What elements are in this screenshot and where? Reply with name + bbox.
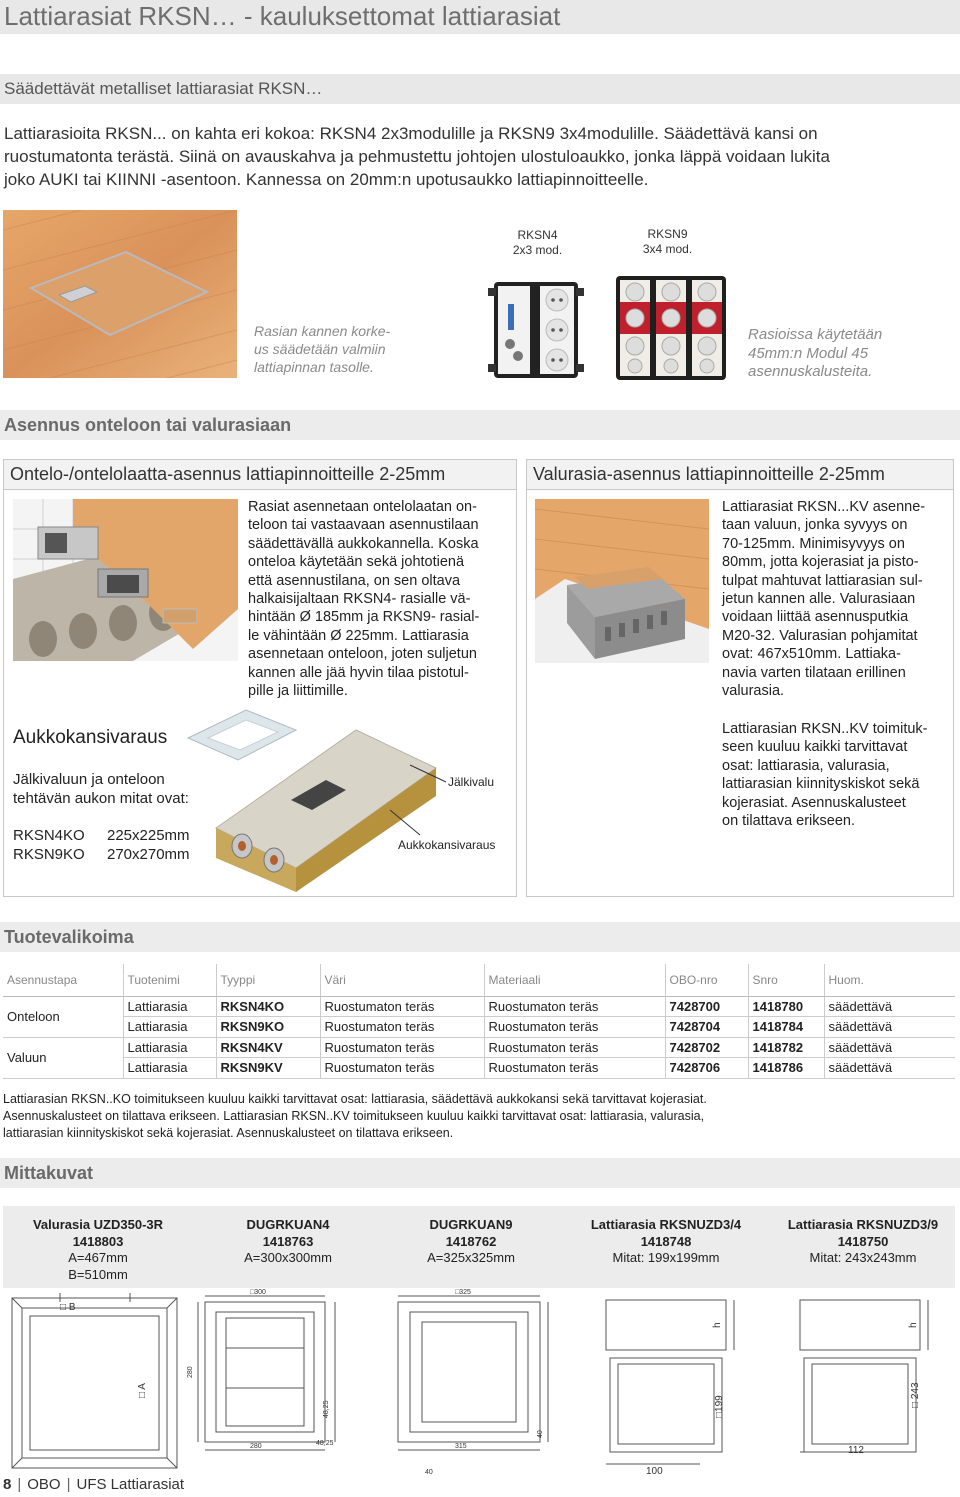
d2-bottom-label: 280 [250,1443,262,1450]
panel-valurasia-text2 [722,720,950,830]
panel-ontelo-text [248,498,510,700]
d3-inner [410,1312,528,1432]
col-header: Materiaali [484,964,665,996]
subtitle: Säädettävät metalliset lattiarasiat RKSN… [4,79,323,98]
d4-h-label: h [712,1322,723,1328]
text-line: säädettävällä aukkokannella. Koska [248,535,479,552]
d4-100-label: 100 [646,1466,663,1477]
cell: Ruostumaton teräs [484,1037,665,1058]
dims-heading-bar [0,1158,960,1188]
col-header: Tyyppi [216,964,320,996]
cell: Ruostumaton teräs [484,1017,665,1038]
cell: 1418782 [748,1037,824,1058]
caption-line: us säädetään valmiin [254,341,386,357]
text-line: pille ja liittimille. [248,683,348,700]
dim-name: DUGRKUAN4 [246,1217,330,1232]
d2-r2-label: 48,25 [316,1440,334,1447]
cell: Ruostumaton teräs [320,1037,484,1058]
page-title-bar [0,0,960,34]
d2-top-label: □300 [250,1289,266,1296]
panel-ontelo-title: Ontelo-/ontelolaatta-asennus lattiapinnoitteille 2-25mm [10,464,446,484]
table-row [3,1058,955,1079]
subtitle-bar [0,74,960,104]
text-line: Lattiarasian RKSN..KV toimituk- [722,721,928,737]
text-line: 70-125mm. Minimisyvyys on [722,535,905,552]
dim-code: 1418803 [72,1233,124,1249]
dim-item [3,1217,193,1283]
text-line: voidaan liittää asennusputkia [722,609,909,626]
leader-lines [380,760,460,840]
aukko-code: RKSN9KO [13,846,85,863]
d3-r-label: 40 [537,1430,544,1438]
dim-line: A=300x300mm [244,1250,332,1265]
text-line: lattiarasian kiinnityskiskot sekä [722,776,920,793]
caption-line: asennuskalusteita. [748,363,873,380]
rksn9-box-image [612,272,730,384]
d2-side-label: 280 [187,1366,194,1378]
col-header: OBO-nro [665,964,748,996]
note-line: Asennuskalusteet on tilattava erikseen. Lattiarasian RKSN..KV toimitukseen kuuluu kaikki tarvittavat osat: lattiarasia, valurasia, [3,1109,705,1123]
aukko-title: Aukkokansivaraus [13,727,168,748]
dimension-drawings [0,1288,960,1478]
cell: 7428700 [665,996,748,1017]
d3-outer [398,1302,540,1442]
valurasia-image [535,499,709,663]
rksn4-box-image [488,276,584,384]
text-line: Rasiat asennetaan ontelolaatan on- [248,499,477,515]
modul-caption [748,326,948,382]
delivery-notes [3,1091,953,1142]
intro-line: ruostumatonta terästä. Siinä on avauskahva ja pehmustettu johtojen ulostuloaukko, jonka läppä voidaan lukita [4,147,830,166]
d1-outer [12,1298,177,1468]
text-line: Lattiarasiat RKSN...KV asenne- [722,499,926,515]
cell: RKSN9KV [216,1058,320,1079]
table-header-row [3,964,955,996]
dim-line: Mitat: 199x199mm [612,1250,720,1265]
d2-inner [216,1312,314,1432]
dim-line: B=510mm [68,1266,128,1282]
text-line: Jälkivaluun ja onteloon [13,771,165,788]
text-line: tulpat mahtuvat lattiarasian sul- [722,572,923,589]
col-header: Tuotenimi [123,964,216,996]
d1-inner2 [30,1316,159,1450]
d5-plan [804,1358,916,1452]
cell: Ruostumaton teräs [484,996,665,1017]
text-line: jetun kannen alle. Valurasiaan [722,591,916,608]
cell: RKSN4KO [216,996,320,1017]
text-line: valurasia. [722,683,785,700]
text-line: onteloa käytetään sekä johtotienä [248,554,465,571]
dim-item [376,1217,566,1267]
text-line: asennetaan onteloon, joten suljetun [248,646,477,663]
d4-plan [610,1358,722,1452]
d4-top [606,1300,726,1350]
install-heading-bar [0,410,960,440]
rksn9-name: RKSN9 [647,227,688,241]
d5-243-label: □ 243 [910,1382,921,1408]
panel-valurasia-title: Valurasia-asennus lattiapinnoitteille 2-25mm [533,464,885,484]
cell: 1418784 [748,1017,824,1038]
dim-name: Lattiarasia RKSNUZD3/4 [590,1217,742,1232]
aukko-row [13,826,190,845]
col-header: Huom. [824,964,955,996]
intro-text [4,122,954,191]
dim-name: Lattiarasia RKSNUZD3/9 [787,1217,939,1232]
d3-top-label: □325 [455,1289,471,1296]
footer-divider: | [66,1476,71,1493]
cell: Lattiarasia [123,1058,216,1079]
table-row [3,1037,955,1058]
cell: Ruostumaton teräs [320,996,484,1017]
aukko-row [13,845,190,864]
page-title: Lattiarasiat RKSN… - kauluksettomat lattiarasiat [4,1,561,31]
aukko-size: 225x225mm [107,827,190,844]
rksn9-label [620,227,715,257]
cell: 1418780 [748,996,824,1017]
col-header: Asennustapa [3,964,123,996]
cell: 1418786 [748,1058,824,1079]
text-line: 80mm, jotta kojerasiat ja pisto- [722,554,919,571]
aukko-size: 270x270mm [107,846,190,863]
dim-line: A=325x325mm [427,1250,515,1265]
text-line: hintään Ø 185mm ja RKSN9- rasial- [248,609,480,626]
panel-valurasia-header [527,460,953,490]
dim-item [566,1217,766,1267]
caption-line: Rasian kannen korke- [254,323,391,339]
panel-ontelo-header [4,460,516,490]
cell: säädettävä [824,1037,955,1058]
text-line: että asennustilana, on sen oltava [248,572,461,589]
dim-code: 1418748 [640,1233,692,1249]
dim-code: 1418750 [837,1233,889,1249]
text-line: halkaisijaltaan RKSN4- rasialle vä- [248,591,471,608]
table-row [3,996,955,1017]
text-line: osat: lattiarasia, valurasia, [722,757,890,774]
text-line: on tilattava erikseen. [722,813,855,830]
dim-code: 1418762 [445,1233,497,1249]
dim-item [193,1217,383,1267]
label-aukkokansivaraus: Aukkokansivaraus [398,838,496,852]
aukko-code: RKSN4KO [13,827,85,844]
cell: Ruostumaton teräs [484,1058,665,1079]
text-line: ovat: 467x510mm. Lattiaka- [722,646,901,663]
d3-bottom-label: 315 [455,1443,467,1450]
cell: 7428702 [665,1037,748,1058]
group-cell: Onteloon [3,996,123,1037]
page-footer [3,1476,184,1493]
products-heading-bar [0,922,960,952]
d1-inner [22,1308,167,1458]
d2-outer [205,1302,325,1442]
cell: säädettävä [824,1058,955,1079]
lid-height-caption [254,322,434,376]
aukko-text [13,770,189,808]
aukko-sizes [13,826,190,864]
d5-112-label: 112 [848,1445,864,1456]
products-heading: Tuotevalikoima [4,927,134,947]
page-number: 8 [3,1476,12,1493]
floor-lid-image [3,210,237,378]
d5-h-label: h [908,1322,919,1328]
label-jalkivalu: Jälkivalu [448,775,495,789]
table-row [3,1017,955,1038]
d5-top [800,1300,920,1350]
cell: Lattiarasia [123,1017,216,1038]
text-line: kojerasiat. Asennuskalusteet [722,794,906,811]
dim-code: 1418763 [262,1233,314,1249]
dim-line: Mitat: 243x243mm [809,1250,917,1265]
text-line: tehtävän aukon mitat ovat: [13,790,189,807]
d2-r1-label: 48,25 [323,1400,330,1418]
dim-name: Valurasia UZD350-3R [32,1217,164,1232]
text-line: taan valuun, jonka syvyys on [722,517,908,534]
rksn4-label [490,228,585,258]
rksn9-mod: 3x4 mod. [642,242,693,256]
rksn4-mod: 2x3 mod. [512,243,563,257]
cell: 7428704 [665,1017,748,1038]
install-heading: Asennus onteloon tai valurasiaan [4,415,292,435]
text-line: navia varten tilataan erillinen [722,664,906,681]
hollow-slab-image [13,499,238,661]
caption-line: lattiapinnan tasolle. [254,359,374,375]
d3-b2-label: 40 [425,1469,433,1476]
dims-heading: Mittakuvat [4,1163,94,1183]
note-line: lattiarasian kiinnityskiskot sekä kojerasiat. Asennuskalusteet on tilattava erikseen. [3,1126,454,1140]
note-line: Lattiarasian RKSN..KO toimitukseen kuuluu kaikki tarvittavat osat: lattiarasia, säädettävä aukkokansi sekä tarvittavat kojerasiat. [3,1092,707,1106]
cell: 7428706 [665,1058,748,1079]
footer-brand: OBO [27,1476,61,1493]
rksn4-name: RKSN4 [517,228,558,242]
dim-item [766,1217,960,1267]
intro-line: Lattiarasioita RKSN... on kahta eri kokoa: RKSN4 2x3modulille ja RKSN9 3x4modulille. Säädettävä kansi on [4,124,818,143]
d4-199-label: □199 [714,1395,725,1418]
cell: Ruostumaton teräs [320,1058,484,1079]
caption-line: 45mm:n Modul 45 [748,344,869,362]
footer-divider: | [17,1476,22,1493]
group-cell: Valuun [3,1037,123,1078]
cell: säädettävä [824,996,955,1017]
footer-section: UFS Lattiarasiat [76,1476,185,1493]
col-header: Väri [320,964,484,996]
cell: Lattiarasia [123,1037,216,1058]
d1-b-label: □ B [60,1302,76,1313]
caption-line: Rasioissa käytetään [748,326,883,343]
text-line: teloon tai vastaavaan asennustilaan [248,517,479,534]
col-header: Snro [748,964,824,996]
dim-name: DUGRKUAN9 [429,1217,513,1232]
product-table-wrap [3,964,955,1079]
text-line: M20-32. Valurasian pohjamitat [722,627,918,644]
cell: Ruostumaton teräs [320,1017,484,1038]
intro-line: joko AUKI tai KIINNI -asentoon. Kannessa on 20mm:n upotusaukko lattiapinnoitteelle. [4,170,649,189]
text-line: seen kuuluu kaikki tarvittavat [722,739,908,756]
d1-a-label: □ A [137,1383,148,1398]
text-line: kannen alle jää hyvin tilaa pistotul- [248,664,469,681]
panel-valurasia-text [722,498,950,700]
cell: RKSN4KV [216,1037,320,1058]
product-table [3,964,955,1079]
cell: Lattiarasia [123,996,216,1017]
text-line: le vähintään Ø 225mm. Lattiarasia [248,627,469,644]
cell: RKSN9KO [216,1017,320,1038]
cell: säädettävä [824,1017,955,1038]
dim-line: A=467mm [68,1250,128,1265]
